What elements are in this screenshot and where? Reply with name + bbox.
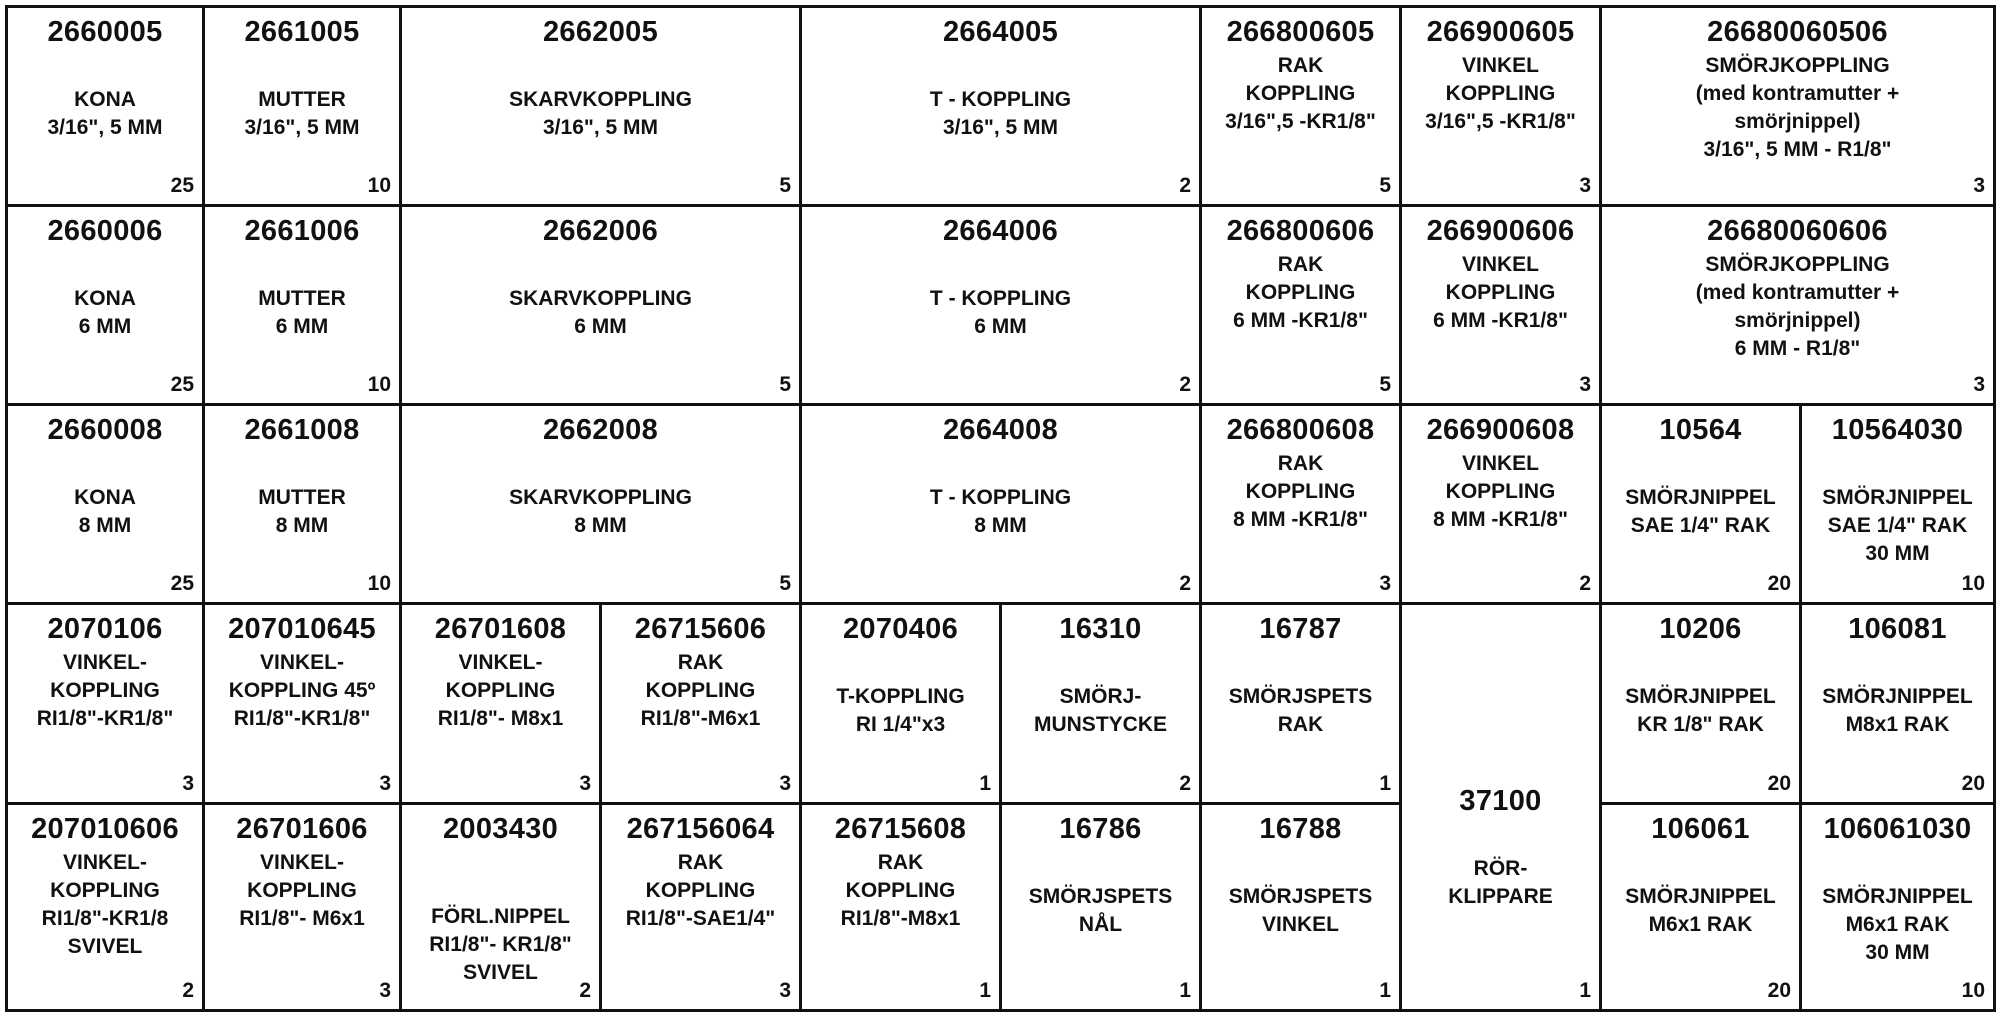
package-quantity: 10 xyxy=(1961,572,1985,595)
description-line: SMÖRJ- xyxy=(1059,685,1142,708)
label-cell-10564030 xyxy=(1799,403,1996,605)
description-line: RAK xyxy=(677,651,724,674)
article-number: 26680060606 xyxy=(1707,215,1888,247)
package-quantity: 5 xyxy=(1379,373,1391,396)
article-description xyxy=(1406,52,1595,136)
description-line: KOPPLING xyxy=(247,879,357,902)
package-quantity: 25 xyxy=(170,373,194,396)
description-line: RAK xyxy=(877,851,924,874)
description-line: KOPPLING xyxy=(645,679,756,702)
article-number: 16787 xyxy=(1259,613,1342,645)
label-cell-2661008 xyxy=(202,403,402,605)
description-line: 3/16",5 -KR1/8" xyxy=(1225,110,1376,133)
article-description xyxy=(12,484,198,540)
package-quantity: 3 xyxy=(579,772,591,795)
label-cell-266800605 xyxy=(1199,5,1402,207)
description-line: KR 1/8" RAK xyxy=(1637,713,1764,736)
description-line: 6 MM -KR1/8" xyxy=(1233,309,1368,332)
article-number: 26715606 xyxy=(634,613,767,645)
description-line: KOPPLING xyxy=(50,879,160,902)
package-quantity: 10 xyxy=(367,572,391,595)
description-line: 6 MM -KR1/8" xyxy=(1433,309,1568,332)
article-description xyxy=(406,86,795,142)
description-line: VINKEL- xyxy=(63,851,147,874)
package-quantity: 25 xyxy=(170,174,194,197)
description-line: 3/16",5 -KR1/8" xyxy=(1425,110,1576,133)
description-line: SVIVEL xyxy=(67,935,143,958)
article-number: 10206 xyxy=(1659,613,1742,645)
description-line: RI1/8"-KR1/8" xyxy=(36,707,174,730)
description-line: SMÖRJNIPPEL xyxy=(1822,486,1973,509)
description-line: RI1/8"- M6x1 xyxy=(239,907,365,930)
article-description xyxy=(806,285,1195,341)
article-description xyxy=(209,285,395,341)
article-number: 2003430 xyxy=(443,813,558,845)
description-line: RAK xyxy=(1277,713,1324,736)
article-number: 26701606 xyxy=(236,813,368,845)
article-number: 26701608 xyxy=(434,613,567,645)
package-quantity: 2 xyxy=(1179,572,1191,595)
description-line: KOPPLING xyxy=(1245,281,1356,304)
description-line: MUTTER xyxy=(258,287,346,310)
package-quantity: 3 xyxy=(1579,373,1591,396)
description-line: KONA xyxy=(74,88,136,111)
article-description xyxy=(1206,52,1395,136)
article-description xyxy=(1806,883,1989,967)
article-description xyxy=(12,649,198,733)
package-quantity: 20 xyxy=(1767,572,1791,595)
label-cell-2660006 xyxy=(5,204,205,406)
article-description xyxy=(806,683,995,739)
article-description xyxy=(209,484,395,540)
label-cell-2003430 xyxy=(399,802,602,1012)
description-line: T - KOPPLING xyxy=(929,88,1072,111)
label-cell-26715606 xyxy=(599,602,802,805)
article-description xyxy=(1406,251,1595,335)
label-cell-10206 xyxy=(1599,602,1802,805)
label-cell-266900606 xyxy=(1399,204,1602,406)
article-number: 2664005 xyxy=(943,16,1058,48)
description-line: T-KOPPLING xyxy=(836,685,965,708)
label-cell-16310 xyxy=(999,602,1202,805)
description-line: M8x1 RAK xyxy=(1845,713,1950,736)
description-line: 3/16", 5 MM - R1/8" xyxy=(1703,138,1892,161)
description-line: SVIVEL xyxy=(463,961,538,984)
article-number: 2070406 xyxy=(843,613,958,645)
description-line: M6x1 RAK xyxy=(1845,913,1950,936)
article-number: 2661006 xyxy=(244,215,360,247)
article-number: 37100 xyxy=(1459,785,1542,817)
package-quantity: 3 xyxy=(1973,174,1985,197)
description-line: RAK xyxy=(1277,253,1324,276)
label-cell-2664006 xyxy=(799,204,1202,406)
article-number: 266900606 xyxy=(1426,215,1575,247)
package-quantity: 10 xyxy=(367,174,391,197)
description-line: 6 MM xyxy=(78,315,132,338)
article-description xyxy=(1406,855,1595,911)
article-description xyxy=(806,86,1195,142)
package-quantity: 2 xyxy=(1579,572,1591,595)
description-line: VINKEL- xyxy=(260,651,344,674)
article-number: 26715608 xyxy=(834,813,967,845)
description-line: KOPPLING xyxy=(1445,82,1556,105)
description-line: RI1/8"-KR1/8" xyxy=(233,707,371,730)
description-line: KOPPLING xyxy=(1445,480,1556,503)
description-line: KLIPPARE xyxy=(1448,885,1553,908)
article-number: 2660008 xyxy=(47,414,163,446)
description-line: VINKEL xyxy=(1461,253,1539,276)
package-quantity: 10 xyxy=(1961,979,1985,1002)
description-line: NÅL xyxy=(1078,913,1123,936)
article-description xyxy=(12,285,198,341)
package-quantity: 3 xyxy=(379,772,391,795)
label-cell-2664008 xyxy=(799,403,1202,605)
package-quantity: 3 xyxy=(779,979,791,1002)
description-line: 6 MM xyxy=(275,315,329,338)
description-line: MUNSTYCKE xyxy=(1033,713,1167,736)
article-description xyxy=(12,86,198,142)
article-description xyxy=(1206,251,1395,335)
description-line: (med kontramutter + xyxy=(1695,82,1900,105)
label-cell-16788 xyxy=(1199,802,1402,1012)
article-description xyxy=(606,849,795,933)
description-line: RI1/8"-M6x1 xyxy=(640,707,761,730)
article-description xyxy=(12,849,198,961)
label-cell-2661006 xyxy=(202,204,402,406)
package-quantity: 2 xyxy=(1179,373,1191,396)
description-line: SMÖRJNIPPEL xyxy=(1625,486,1776,509)
article-number: 266800606 xyxy=(1226,215,1375,247)
label-cell-2662008 xyxy=(399,403,802,605)
description-line: KOPPLING xyxy=(1245,480,1356,503)
description-line: 3/16", 5 MM xyxy=(47,116,163,139)
label-cell-2070406 xyxy=(799,602,1002,805)
description-line: smörjnippel) xyxy=(1734,309,1861,332)
article-number: 10564030 xyxy=(1831,414,1964,446)
description-line: 30 MM xyxy=(1865,542,1930,565)
label-cell-266900605 xyxy=(1399,5,1602,207)
package-quantity: 5 xyxy=(779,373,791,396)
package-quantity: 3 xyxy=(1379,572,1391,595)
package-quantity: 2 xyxy=(182,979,194,1002)
description-line: RAK xyxy=(1277,452,1324,475)
package-quantity: 3 xyxy=(1579,174,1591,197)
package-quantity: 1 xyxy=(979,979,991,1002)
description-line: 6 MM xyxy=(574,315,627,338)
description-line: RI1/8"- KR1/8" xyxy=(429,933,572,956)
article-description xyxy=(406,285,795,341)
label-cell-266900608 xyxy=(1399,403,1602,605)
label-cell-207010606 xyxy=(5,802,205,1012)
description-line: 30 MM xyxy=(1865,941,1930,964)
description-line: 8 MM -KR1/8" xyxy=(1433,508,1568,531)
description-line: KOPPLING xyxy=(845,879,956,902)
article-number: 2664008 xyxy=(943,414,1058,446)
description-line: KOPPLING 45º xyxy=(228,679,376,702)
article-number: 2662008 xyxy=(543,414,658,446)
description-line: KOPPLING xyxy=(1445,281,1556,304)
article-number: 106061030 xyxy=(1823,813,1972,845)
description-line: RAK xyxy=(677,851,724,874)
article-number: 2661008 xyxy=(244,414,360,446)
label-cell-2662006 xyxy=(399,204,802,406)
label-cell-26680060506 xyxy=(1599,5,1996,207)
description-line: KOPPLING xyxy=(50,679,160,702)
description-line: VINKEL- xyxy=(260,851,344,874)
article-number: 2660005 xyxy=(47,16,163,48)
article-description xyxy=(1206,883,1395,939)
description-line: T - KOPPLING xyxy=(929,486,1072,509)
package-quantity: 2 xyxy=(579,979,591,1002)
label-cell-26680060606 xyxy=(1599,204,1996,406)
description-line: SMÖRJSPETS xyxy=(1228,685,1373,708)
label-cell-2661005 xyxy=(202,5,402,207)
article-number: 16788 xyxy=(1259,813,1342,845)
description-line: 8 MM xyxy=(574,514,627,537)
label-cell-26701606 xyxy=(202,802,402,1012)
article-description xyxy=(406,484,795,540)
package-quantity: 5 xyxy=(779,572,791,595)
description-line: 8 MM -KR1/8" xyxy=(1233,508,1368,531)
article-number: 2660006 xyxy=(47,215,163,247)
package-quantity: 3 xyxy=(779,772,791,795)
description-line: KONA xyxy=(74,486,136,509)
article-number: 2662006 xyxy=(543,215,658,247)
article-description xyxy=(209,849,395,933)
article-description xyxy=(1006,683,1195,739)
description-line: 3/16", 5 MM xyxy=(244,116,360,139)
description-line: SKARVKOPPLING xyxy=(509,486,692,509)
description-line: 8 MM xyxy=(974,514,1027,537)
package-quantity: 10 xyxy=(367,373,391,396)
description-line: 8 MM xyxy=(275,514,329,537)
article-number: 16310 xyxy=(1059,613,1142,645)
article-number: 267156064 xyxy=(626,813,775,845)
article-number: 2662005 xyxy=(543,16,658,48)
description-line: 3/16", 5 MM xyxy=(943,116,1058,139)
label-cell-37100 xyxy=(1399,602,1602,1012)
article-number: 266800608 xyxy=(1226,414,1375,446)
article-description xyxy=(1006,883,1195,939)
package-quantity: 1 xyxy=(1179,979,1191,1002)
article-description xyxy=(1406,450,1595,534)
description-line: 8 MM xyxy=(78,514,132,537)
article-description xyxy=(806,484,1195,540)
article-number: 2664006 xyxy=(943,215,1058,247)
description-line: SMÖRJNIPPEL xyxy=(1822,885,1973,908)
description-line: SMÖRJNIPPEL xyxy=(1822,685,1973,708)
description-line: SMÖRJSPETS xyxy=(1028,885,1173,908)
description-line: KONA xyxy=(74,287,136,310)
label-cell-106081 xyxy=(1799,602,1996,805)
article-number: 106081 xyxy=(1848,613,1947,645)
package-quantity: 20 xyxy=(1961,772,1985,795)
description-line: MUTTER xyxy=(258,88,346,111)
label-cell-16787 xyxy=(1199,602,1402,805)
description-line: VINKEL xyxy=(1461,54,1539,77)
package-quantity: 25 xyxy=(170,572,194,595)
label-cell-26715608 xyxy=(799,802,1002,1012)
description-line: 3/16", 5 MM xyxy=(543,116,658,139)
description-line: VINKEL xyxy=(1461,452,1539,475)
package-quantity: 1 xyxy=(979,772,991,795)
package-quantity: 1 xyxy=(1379,979,1391,1002)
description-line: VINKEL- xyxy=(458,651,543,674)
article-description xyxy=(406,903,595,987)
label-cell-2660008 xyxy=(5,403,205,605)
article-description xyxy=(209,649,395,733)
article-number: 2070106 xyxy=(47,613,163,645)
price-label-sheet xyxy=(6,6,1994,1010)
description-line: SMÖRJSPETS xyxy=(1228,885,1373,908)
article-description xyxy=(1206,683,1395,739)
description-line: FÖRL.NIPPEL xyxy=(431,905,570,928)
description-line: T - KOPPLING xyxy=(929,287,1072,310)
description-line: SMÖRJNIPPEL xyxy=(1625,685,1776,708)
description-line: KOPPLING xyxy=(645,879,756,902)
article-number: 266800605 xyxy=(1226,16,1375,48)
description-line: RAK xyxy=(1277,54,1324,77)
article-description xyxy=(1806,484,1989,568)
article-description xyxy=(209,86,395,142)
description-line: KOPPLING xyxy=(445,679,556,702)
description-line: VINKEL xyxy=(1261,913,1339,936)
description-line: SKARVKOPPLING xyxy=(509,88,692,111)
article-number: 266900605 xyxy=(1426,16,1575,48)
description-line: RI1/8"-SAE1/4" xyxy=(625,907,776,930)
article-description xyxy=(1606,251,1989,363)
article-number: 2661005 xyxy=(244,16,360,48)
package-quantity: 3 xyxy=(182,772,194,795)
article-number: 26680060506 xyxy=(1707,16,1888,48)
label-cell-267156064 xyxy=(599,802,802,1012)
article-description xyxy=(606,649,795,733)
label-cell-266800606 xyxy=(1199,204,1402,406)
article-number: 207010645 xyxy=(228,613,376,645)
description-line: RI1/8"- M8x1 xyxy=(437,707,564,730)
label-cell-2664005 xyxy=(799,5,1202,207)
description-line: RI 1/4"x3 xyxy=(855,713,946,736)
description-line: 6 MM - R1/8" xyxy=(1734,337,1861,360)
description-line: M6x1 RAK xyxy=(1648,913,1753,936)
description-line: SAE 1/4" RAK xyxy=(1630,514,1771,537)
article-number: 207010606 xyxy=(31,813,179,845)
description-line: KOPPLING xyxy=(1245,82,1356,105)
label-cell-26701608 xyxy=(399,602,602,805)
description-line: MUTTER xyxy=(258,486,346,509)
package-quantity: 3 xyxy=(1973,373,1985,396)
article-number: 266900608 xyxy=(1426,414,1575,446)
article-description xyxy=(1606,683,1795,739)
description-line: smörjnippel) xyxy=(1734,110,1861,133)
label-cell-2662005 xyxy=(399,5,802,207)
label-cell-266800608 xyxy=(1199,403,1402,605)
package-quantity: 5 xyxy=(779,174,791,197)
article-number: 10564 xyxy=(1659,414,1742,446)
article-number: 106061 xyxy=(1651,813,1750,845)
description-line: SMÖRJNIPPEL xyxy=(1625,885,1776,908)
article-description xyxy=(1806,683,1989,739)
package-quantity: 20 xyxy=(1767,772,1791,795)
article-description xyxy=(806,849,995,933)
package-quantity: 1 xyxy=(1379,772,1391,795)
description-line: RÖR- xyxy=(1473,857,1528,880)
label-cell-106061030 xyxy=(1799,802,1996,1012)
description-line: SKARVKOPPLING xyxy=(509,287,692,310)
label-cell-10564 xyxy=(1599,403,1802,605)
article-number: 16786 xyxy=(1059,813,1142,845)
description-line: SMÖRJKOPPLING xyxy=(1705,253,1890,276)
label-cell-106061 xyxy=(1599,802,1802,1012)
description-line: 6 MM xyxy=(974,315,1027,338)
package-quantity: 2 xyxy=(1179,772,1191,795)
label-cell-207010645 xyxy=(202,602,402,805)
description-line: RI1/8"-KR1/8 xyxy=(41,907,169,930)
label-cell-2660005 xyxy=(5,5,205,207)
description-line: RI1/8"-M8x1 xyxy=(840,907,961,930)
article-description xyxy=(1206,450,1395,534)
article-description xyxy=(1606,883,1795,939)
description-line: (med kontramutter + xyxy=(1695,281,1900,304)
description-line: SAE 1/4" RAK xyxy=(1827,514,1968,537)
label-cell-2070106 xyxy=(5,602,205,805)
package-quantity: 3 xyxy=(379,979,391,1002)
article-description xyxy=(406,649,595,733)
label-cell-16786 xyxy=(999,802,1202,1012)
package-quantity: 2 xyxy=(1179,174,1191,197)
package-quantity: 20 xyxy=(1767,979,1791,1002)
description-line: SMÖRJKOPPLING xyxy=(1705,54,1890,77)
article-description xyxy=(1606,484,1795,540)
package-quantity: 1 xyxy=(1579,979,1591,1002)
package-quantity: 5 xyxy=(1379,174,1391,197)
description-line: VINKEL- xyxy=(63,651,147,674)
article-description xyxy=(1606,52,1989,164)
